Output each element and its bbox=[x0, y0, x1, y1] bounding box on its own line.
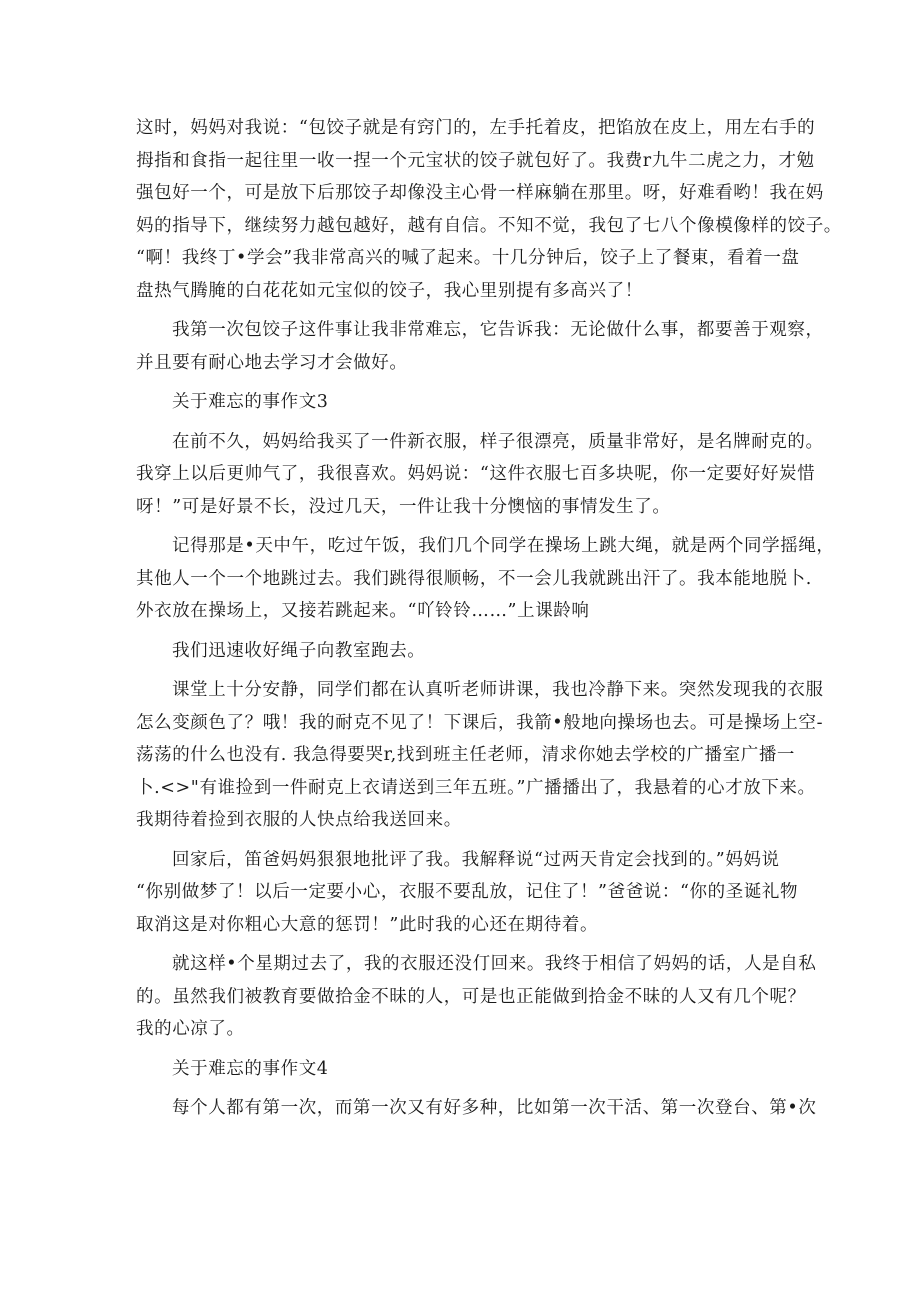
paragraph bbox=[136, 112, 842, 307]
paragraph-line: 我们迅速收好绳子向教室跑去。 bbox=[172, 640, 426, 661]
paragraph-line: 的。虽然我们被教育要做拾金不昧的人，可是也正能做到拾金不昧的人又有几个呢？ bbox=[136, 986, 806, 1007]
paragraph-line: 强包好一个，可是放下后那饺子却像没主心骨一样麻躺在那里。呀，好难看哟！我在妈 bbox=[136, 183, 824, 203]
paragraph bbox=[136, 948, 817, 1046]
paragraph-line: “你别做梦了！以后一定要小心，衣服不要乱放，记住了！”爸爸说：“你的圣诞礼物 bbox=[136, 882, 799, 902]
paragraph-line: 回家后，笛爸妈妈狠狠地批评了我。我解释说“过两天肯定会找到的。”妈妈说 bbox=[172, 849, 780, 870]
paragraph bbox=[136, 635, 786, 668]
paragraph-line: 并且要有耐心地去学习才会做好。 bbox=[136, 352, 408, 373]
paragraph-line: 盘热气腾腌的白花花如元宝似的饺子，我心里别提有多高兴了！ bbox=[136, 280, 643, 301]
paragraph-line: 我第一次包饺子这件事让我非常难忘，它告诉我：无论做什么事，都要善于观察， bbox=[172, 320, 824, 340]
paragraph-line: 妈的指导下，继续努力越包越好，越有自信。不知不觉，我包了七八个像模像样的饺子。 bbox=[136, 215, 842, 236]
paragraph-line: 我穿上以后更帅气了，我很喜欢。妈妈说：“这件衣服七百多块呢，你一定要好好炭惜 bbox=[136, 464, 816, 484]
paragraph bbox=[136, 844, 799, 942]
paragraph bbox=[136, 674, 824, 837]
paragraph-line: 每个人都有第一次，而第一次又有好多种，比如第一次干活、第一次登台、第•次 bbox=[172, 1098, 817, 1118]
paragraph-line: 卜.<>"有谁捡到一件耐克上衣请送到三年五班。”广播播出了，我悬着的心才放下来。 bbox=[136, 777, 816, 798]
paragraph-line: 拇指和食指一起往里一收一捏一个元宝状的饺子就包好了。我费r九牛二虎之力，才勉 bbox=[136, 150, 815, 171]
section-heading bbox=[136, 386, 786, 419]
paragraph-line: 这时，妈妈对我说：“包饺子就是有窍门的，左手托着皮，把馅放在皮上，用左右手的 bbox=[136, 118, 816, 138]
paragraph-line: 记得那是•天中午，吃过午饭，我们几个同学在操场上跳大绳，就是两个同学摇绳， bbox=[172, 536, 835, 556]
section-heading bbox=[136, 1053, 786, 1086]
heading-text: 关于难忘的事作文4 bbox=[172, 1058, 329, 1079]
paragraph bbox=[136, 1092, 817, 1125]
paragraph bbox=[136, 426, 824, 524]
paragraph-line: 外衣放在操场上，又接若跳起来。“吖铃铃……”上课龄响 bbox=[136, 601, 590, 621]
paragraph-line: 在前不久，妈妈给我买了一件新衣服，样子很漂亮，质量非常好，是名牌耐克的。 bbox=[172, 431, 824, 452]
paragraph-line: 荡荡的什么也没有. 我急得要哭r,找到班主任老师，清求你她去学校的广播室广播一 bbox=[136, 745, 796, 765]
paragraph-line: 课堂上十分安静，同学们都在认真听老师讲课，我也冷静下来。突然发现我的衣服 bbox=[172, 680, 824, 700]
paragraph-line: 其他人一个一个地跳过去。我们跳得很顺畅，不一会儿我就跳出汗了。我本能地脱卜. bbox=[136, 568, 812, 589]
heading-text: 关于难忘的事作文3 bbox=[172, 392, 329, 412]
paragraph-line: 怎么变颜色了？哦！我的耐克不见了！下课后，我箭•般地向操场也去。可是操场上空- bbox=[136, 712, 824, 733]
paragraph-line: “啊！我终丁•学会”我非常高兴的喊了起来。十几分钟后，饺子上了餐東，看着一盘 bbox=[136, 248, 800, 268]
paragraph-line: 我的心凉了。 bbox=[136, 1019, 245, 1039]
paragraph bbox=[136, 314, 824, 379]
paragraph-line: 取消这是对你粗心大意的惩罚！”此时我的心还在期待着。 bbox=[136, 914, 599, 935]
paragraph-line: 我期待着捡到衣服的人快点给我送回来。 bbox=[136, 810, 462, 830]
essay-body bbox=[136, 112, 842, 1125]
paragraph bbox=[136, 530, 835, 628]
paragraph-line: 呀！”可是好景不长，没过几天，一件让我十分懊恼的事情发生了。 bbox=[136, 496, 671, 517]
paragraph-line: 就这样•个星期过去了，我的衣服还没仃回来。我终于相信了妈妈的话，人是自私 bbox=[172, 954, 817, 974]
